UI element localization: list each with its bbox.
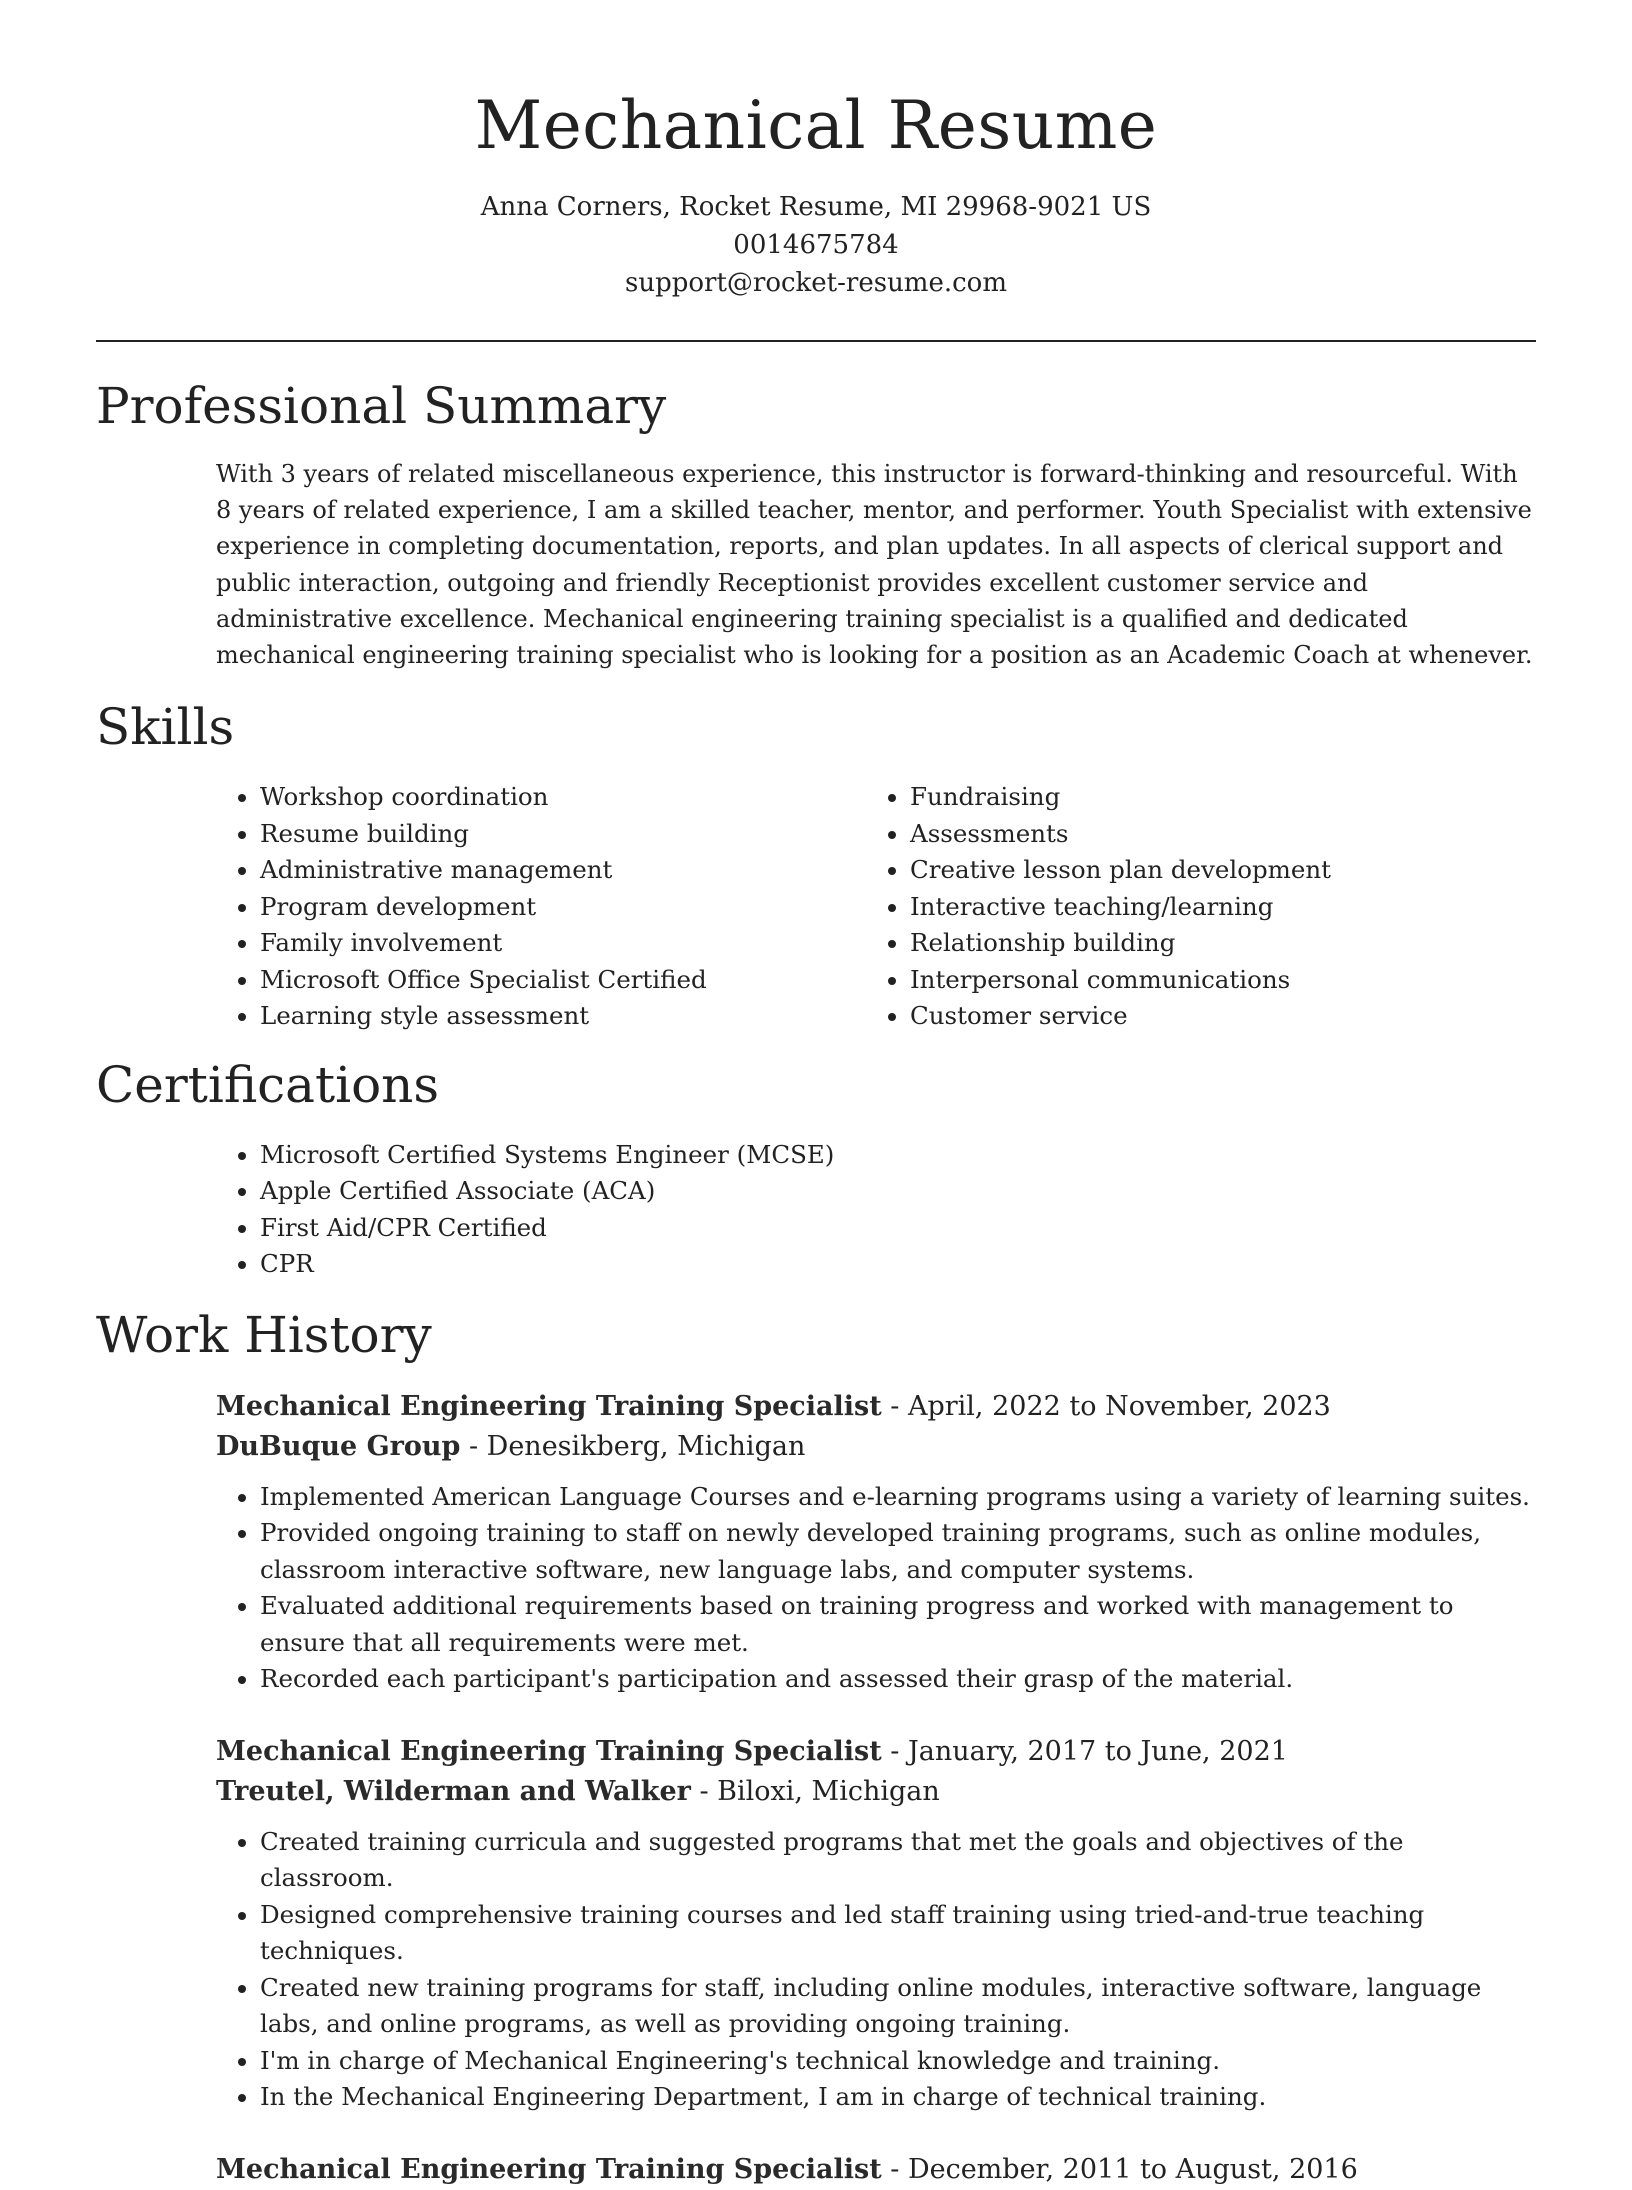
summary-text: With 3 years of related miscellaneous experience, this instructor is forward-thinking and resourceful. With 8 years of related experience, I am a skilled teacher, mentor, and performer. Youth Specialist with extensive experience in completing documentation, reports, and plan updates. In all aspects of clerical support and public interaction, outgoing and friendly Receptionist provides excellent customer service and administrative excellence. Mechanical engineering training specialist is a qualified and dedicated mechanical engineering training specialist who is looking for a position as an Academic Coach at whenever. <box>216 460 1533 670</box>
summary-heading: Professional Summary <box>96 377 667 435</box>
job-dates: - December, 2011 to August, 2016 <box>881 2153 1358 2185</box>
job-bullet: • Implemented American Language Courses and e-learning programs using a variety of learning suites. <box>260 1479 1536 1516</box>
skill-item: • Relationship building <box>910 925 1516 962</box>
job-bullets <box>216 1479 1536 1698</box>
job-entry <box>216 2150 1536 2190</box>
skill-item: • Workshop coordination <box>260 779 866 816</box>
skills-column-right <box>866 779 1516 1035</box>
certifications-list <box>216 1137 1536 1283</box>
skill-item: • Program development <box>260 889 866 926</box>
skills-column-left <box>216 779 866 1035</box>
certification-item: • Microsoft Certified Systems Engineer (MCSE) <box>260 1137 1536 1174</box>
contact-phone: 0014675784 <box>733 230 899 260</box>
skill-item: • Fundraising <box>910 779 1516 816</box>
job-bullet: • In the Mechanical Engineering Department, I am in charge of technical training. <box>260 2079 1536 2116</box>
header-divider <box>96 340 1536 342</box>
job-company: DuBuque Group <box>216 1430 461 1462</box>
certification-item: • First Aid/CPR Certified <box>260 1210 1536 1247</box>
resume-header <box>96 0 1536 302</box>
resume-title: Mechanical Resume <box>474 87 1158 164</box>
job-bullet: • Recorded each participant's participation and assessed their grasp of the material. <box>260 1661 1536 1698</box>
skills-list-left <box>216 779 866 1035</box>
job-bullet: • Created training curricula and suggested programs that met the goals and objectives of the classroom. <box>260 1824 1536 1897</box>
job-bullet: • Provided ongoing training to staff on newly developed training programs, such as online modules, classroom interactive software, new language labs, and computer systems. <box>260 1515 1536 1588</box>
skills-grid <box>216 779 1536 1035</box>
skill-item: • Assessments <box>910 816 1516 853</box>
job-bullet: • Evaluated additional requirements based on training progress and worked with management to ensure that all requirements were met. <box>260 1588 1536 1661</box>
job-title-line <box>216 1387 1536 1427</box>
job-company-line <box>216 1772 1536 1812</box>
job-title-line <box>216 1732 1536 1772</box>
skill-item: • Interpersonal communications <box>910 962 1516 999</box>
job-title: Mechanical Engineering Training Specialist <box>216 2153 882 2185</box>
certification-item: • CPR <box>260 1246 1536 1283</box>
skill-item: • Family involvement <box>260 925 866 962</box>
job-bullet: • Created new training programs for staff, including online modules, interactive software, language labs, and online programs, as well as providing ongoing training. <box>260 1970 1536 2043</box>
job-entry <box>216 1732 1536 2116</box>
skill-item: • Administrative management <box>260 852 866 889</box>
skill-item: • Customer service <box>910 998 1516 1035</box>
skill-item: • Resume building <box>260 816 866 853</box>
skills-list-right <box>866 779 1516 1035</box>
skills-heading: Skills <box>96 698 235 757</box>
skill-item: • Microsoft Office Specialist Certified <box>260 962 866 999</box>
job-location: - Denesikberg, Michigan <box>460 1430 806 1462</box>
job-entry <box>216 1387 1536 1698</box>
skill-item: • Interactive teaching/learning <box>910 889 1516 926</box>
skill-item: • Creative lesson plan development <box>910 852 1516 889</box>
skill-item: • Learning style assessment <box>260 998 866 1035</box>
job-location: - Biloxi, Michigan <box>690 1775 940 1807</box>
work-history-heading: Work History <box>96 1305 432 1364</box>
certification-item: • Apple Certified Associate (ACA) <box>260 1173 1536 1210</box>
job-bullet: • Designed comprehensive training courses and led staff training using tried-and-true teaching techniques. <box>260 1897 1536 1970</box>
job-dates: - January, 2017 to June, 2021 <box>881 1735 1288 1767</box>
job-title: Mechanical Engineering Training Specialist <box>216 1390 882 1422</box>
job-title-line <box>216 2150 1536 2190</box>
job-dates: - April, 2022 to November, 2023 <box>881 1390 1331 1422</box>
job-company: Treutel, Wilderman and Walker <box>216 1775 691 1807</box>
resume-page <box>96 0 1536 2190</box>
contact-email: support@rocket-resume.com <box>624 268 1007 298</box>
certifications-heading: Certifications <box>96 1055 440 1114</box>
certifications-list-wrapper <box>216 1137 1536 1283</box>
job-bullet: • I'm in charge of Mechanical Engineering's technical knowledge and training. <box>260 2043 1536 2080</box>
job-title: Mechanical Engineering Training Specialist <box>216 1735 882 1767</box>
contact-address: Anna Corners, Rocket Resume, MI 29968-9021 US <box>480 192 1152 222</box>
job-bullets <box>216 1824 1536 2116</box>
job-company-line <box>216 1427 1536 1467</box>
